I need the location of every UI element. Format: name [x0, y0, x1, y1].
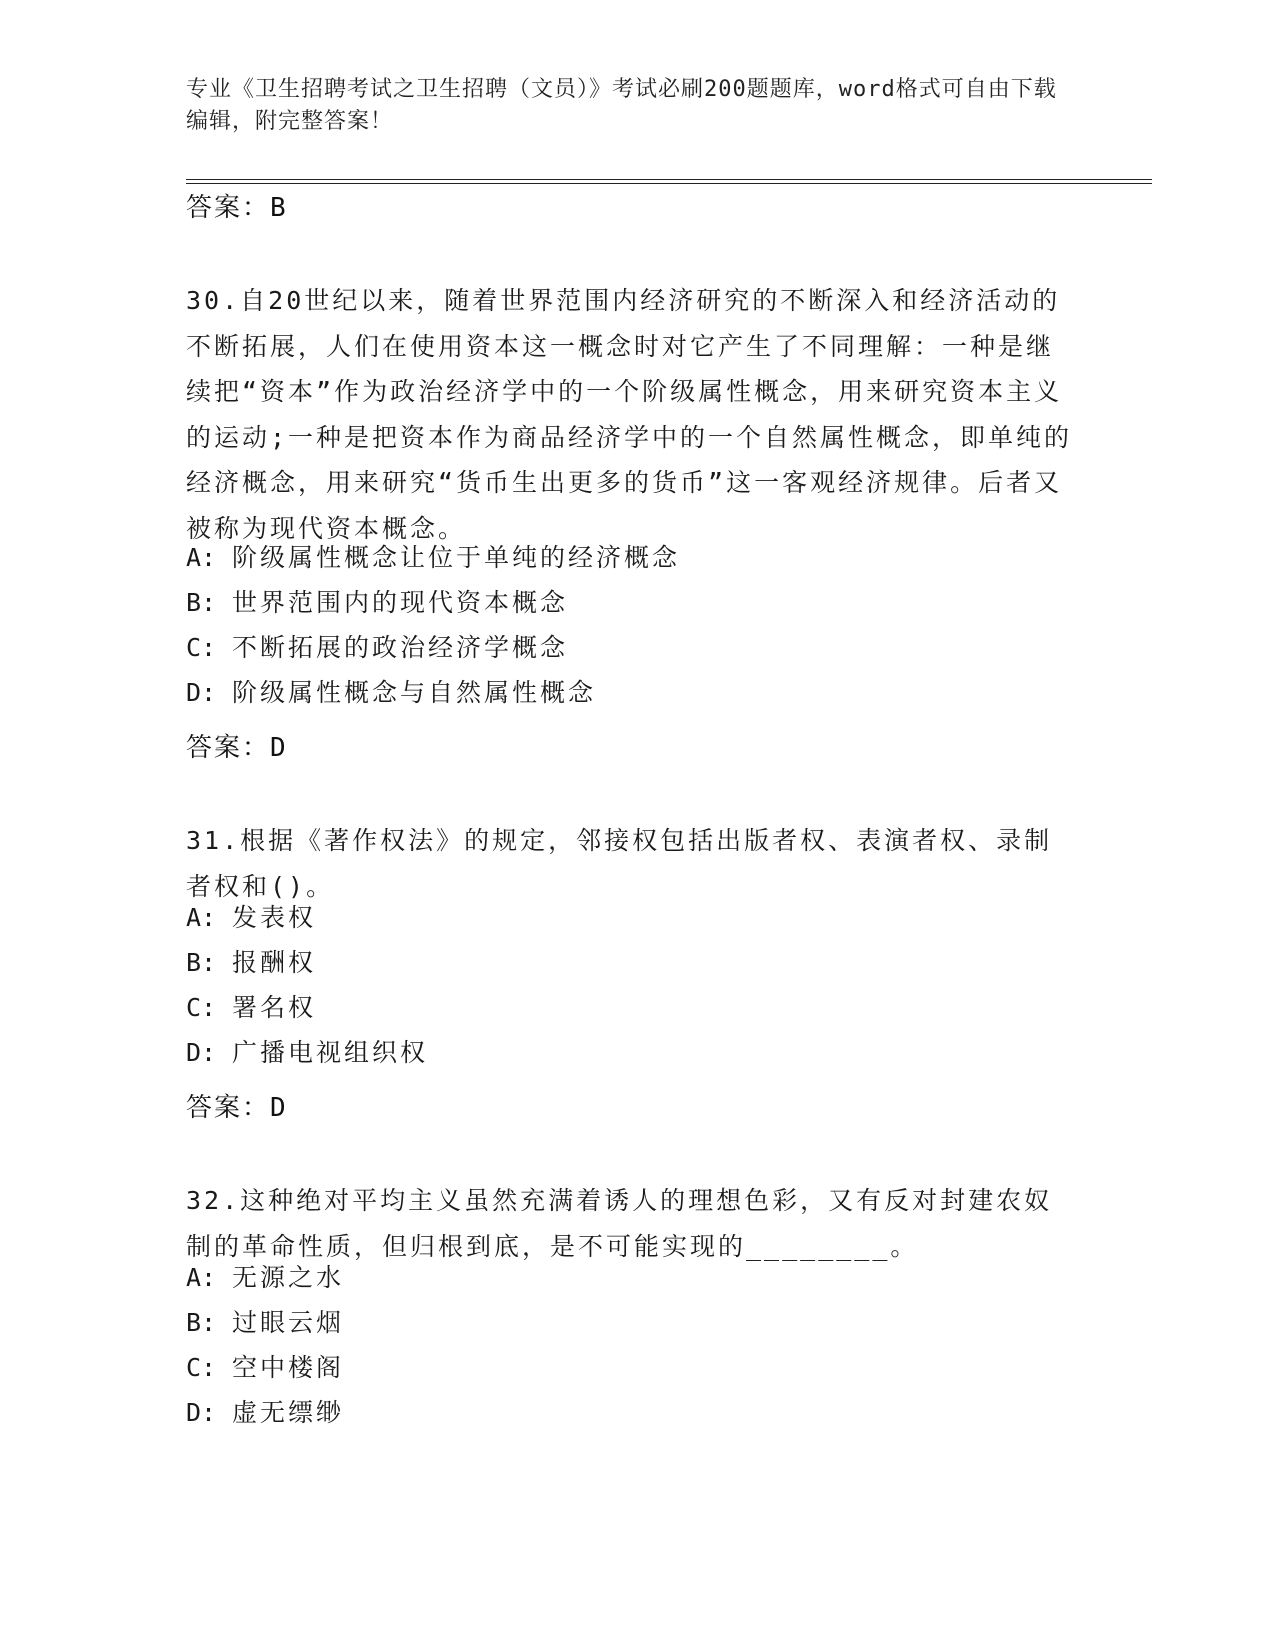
- option-letter: D:: [186, 678, 217, 707]
- question-32-option-b: [186, 1305, 344, 1341]
- question-32-option-a: [186, 1260, 344, 1296]
- option-letter: D:: [186, 1398, 217, 1427]
- question-31-option-b: [186, 945, 316, 981]
- question-31-option-d: [186, 1035, 428, 1071]
- option-text: 虚无缥缈: [232, 1398, 345, 1427]
- question-32-option-d: [186, 1395, 344, 1431]
- question-32-option-c: [186, 1350, 344, 1386]
- question-30-option-d: [186, 675, 596, 711]
- header-rule-bottom: [186, 183, 1152, 184]
- question-31-option-a: [186, 900, 316, 936]
- option-letter: A:: [186, 903, 217, 932]
- option-letter: B:: [186, 1308, 217, 1337]
- option-letter: D:: [186, 1038, 217, 1067]
- question-32-text: 32.这种绝对平均主义虽然充满着诱人的理想色彩，又有反对封建农奴制的革命性质，但归根到底，是不可能实现的________。: [186, 1186, 1053, 1261]
- question-30-option-c: [186, 630, 568, 666]
- option-text: 报酬权: [232, 948, 317, 977]
- option-letter: B:: [186, 948, 217, 977]
- question-30-option-a: [186, 540, 680, 576]
- answer-29: 答案：B: [186, 193, 288, 223]
- option-letter: C:: [186, 993, 217, 1022]
- option-letter: C:: [186, 633, 217, 662]
- question-30-text: 30.自20世纪以来，随着世界范围内经济研究的不断深入和经济活动的不断拓展，人们在使用资本这一概念时对它产生了不同理解：一种是继续把“资本”作为政治经济学中的一个阶级属性概念，用来研究资本主义的运动;一种是把资本作为商品经济学中的一个自然属性概念，即单纯的经济概念，用来研究“货币生出更多的货币”这一客观经济规律。后者又被称为现代资本概念。: [186, 286, 1073, 543]
- option-letter: B:: [186, 588, 217, 617]
- option-letter: A:: [186, 1263, 217, 1292]
- option-letter: A:: [186, 543, 217, 572]
- answer-31: 答案：D: [186, 1093, 288, 1123]
- document-header: 专业《卫生招聘考试之卫生招聘（文员）》考试必刷200题题库，word格式可自由下载编辑，附完整答案！: [186, 77, 1057, 134]
- option-text: 阶级属性概念与自然属性概念: [232, 678, 597, 707]
- question-31-text: 31.根据《著作权法》的规定，邻接权包括出版者权、表演者权、录制者权和()。: [186, 826, 1053, 901]
- option-text: 署名权: [232, 993, 317, 1022]
- option-text: 广播电视组织权: [232, 1038, 429, 1067]
- option-text: 过眼云烟: [232, 1308, 345, 1337]
- option-text: 发表权: [232, 903, 317, 932]
- question-30-option-b: [186, 585, 568, 621]
- option-text: 世界范围内的现代资本概念: [232, 588, 569, 617]
- option-text: 无源之水: [232, 1263, 345, 1292]
- option-letter: C:: [186, 1353, 217, 1382]
- option-text: 阶级属性概念让位于单纯的经济概念: [232, 543, 681, 572]
- header-rule-top: [186, 179, 1152, 180]
- option-text: 不断拓展的政治经济学概念: [232, 633, 569, 662]
- question-31-option-c: [186, 990, 316, 1026]
- answer-30: 答案：D: [186, 733, 288, 763]
- option-text: 空中楼阁: [232, 1353, 345, 1382]
